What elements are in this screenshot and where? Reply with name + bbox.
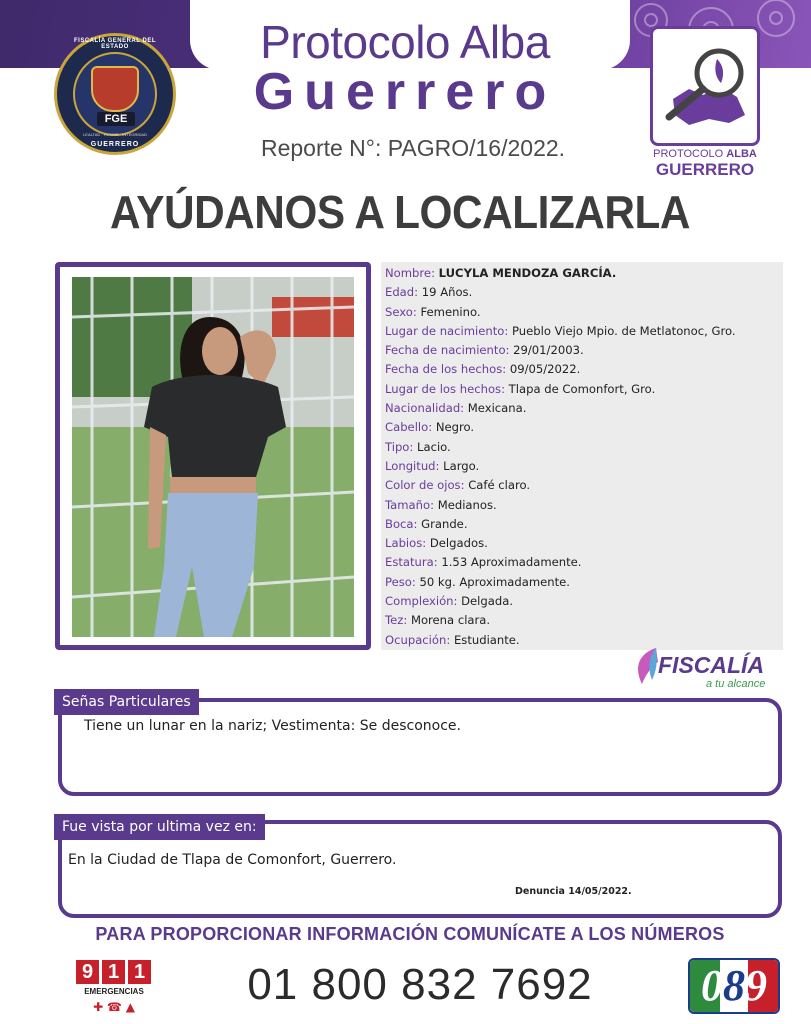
- detail-row: [385, 457, 779, 476]
- alba-logo-state: GUERRERO: [655, 160, 755, 179]
- senas-tag: Señas Particulares: [54, 689, 199, 715]
- detail-label: Tamaño:: [385, 497, 435, 512]
- detail-label: Edad:: [385, 285, 419, 300]
- page-title: Protocolo Alba: [260, 16, 550, 68]
- emergency-digit: 9: [76, 960, 99, 984]
- detail-label: Boca:: [385, 516, 418, 531]
- detail-value: Morena clara.: [410, 613, 491, 628]
- emergency-services-icon: ✚ ☎ ▲: [93, 1000, 135, 1014]
- detail-row: [385, 341, 779, 360]
- detail-label: Longitud:: [385, 458, 440, 473]
- person-details-panel: [381, 262, 783, 650]
- detail-label: Fecha de los hechos:: [385, 362, 507, 377]
- detail-value: 29/01/2003.: [513, 343, 584, 358]
- emergency-digit: 1: [128, 960, 151, 984]
- fiscalia-wordmark: FISCALÍA: [658, 652, 765, 678]
- alba-logo-text: PROTOCOLO ALBA: [653, 148, 757, 160]
- seal-ring-top-text: FISCALÍA GENERAL DEL ESTADO: [73, 38, 156, 50]
- detail-value: LUCYLA MENDOZA GARCÍA.: [438, 266, 617, 280]
- headline: AYÚDANOS A LOCALIZARLA: [109, 186, 691, 238]
- detail-label: Ocupación:: [385, 632, 451, 647]
- detail-row: [385, 592, 779, 611]
- senas-text: Tiene un lunar en la nariz; Vestimenta: Se desconoce.: [84, 718, 461, 734]
- denuncia-date: Denuncia 14/05/2022.: [515, 886, 632, 897]
- emergency-digit: 1: [102, 960, 125, 984]
- last-seen-text: En la Ciudad de Tlapa de Comonfort, Guerrero.: [68, 852, 397, 868]
- detail-row: [385, 399, 779, 418]
- detail-row: [385, 496, 779, 515]
- missing-person-photo-frame: [55, 262, 371, 650]
- detail-value: 09/05/2022.: [509, 362, 581, 377]
- detail-label: Estatura:: [385, 555, 438, 570]
- detail-row: [385, 322, 779, 341]
- seal-fge-text: FGE: [97, 112, 135, 126]
- detail-value: Largo.: [443, 458, 480, 473]
- anonymous-089-logo: [688, 958, 780, 1014]
- detail-row: [385, 264, 779, 283]
- detail-label: Labios:: [385, 536, 427, 551]
- detail-row: [385, 515, 779, 534]
- detail-value: Mexicana.: [467, 401, 527, 416]
- detail-value: Lacio.: [417, 439, 451, 454]
- emergency-label: EMERGENCIAS: [84, 987, 144, 996]
- detail-row: [385, 283, 779, 302]
- detail-value: Negro.: [435, 420, 475, 435]
- detail-label: Cabello:: [385, 420, 433, 435]
- emergency-911-logo: [76, 960, 156, 1020]
- detail-label: Tipo:: [385, 439, 414, 454]
- phone-number[interactable]: 01 800 832 7692: [247, 960, 593, 1009]
- detail-label: Lugar de nacimiento:: [385, 323, 509, 338]
- detail-value: Medianos.: [437, 497, 497, 512]
- detail-value: Delgados.: [429, 536, 488, 551]
- seal-motto: LEALTAD · HONOR · INTEGRIDAD: [83, 132, 147, 137]
- report-number: Reporte N°: PAGRO/16/2022.: [260, 135, 566, 161]
- fge-seal-logo: [54, 33, 176, 155]
- detail-row: [385, 553, 779, 572]
- missing-person-photo: [72, 277, 354, 637]
- butterfly-icon: [628, 644, 662, 690]
- detail-row: [385, 360, 779, 379]
- detail-value: Estudiante.: [453, 632, 520, 647]
- coat-of-arms-icon: [91, 66, 139, 112]
- detail-label: Peso:: [385, 574, 416, 589]
- detail-value: 19 Años.: [421, 285, 473, 300]
- detail-label: Fecha de nacimiento:: [385, 343, 510, 358]
- detail-value: 50 kg. Aproximadamente.: [419, 574, 570, 589]
- detail-label: Nombre:: [385, 266, 435, 280]
- detail-row: [385, 573, 779, 592]
- detail-row: [385, 438, 779, 457]
- fiscalia-slogan: a tu alcance: [706, 678, 766, 690]
- detail-row: [385, 534, 779, 553]
- fiscalia-logo: [628, 644, 788, 694]
- detail-label: Nacionalidad:: [385, 401, 465, 416]
- detail-row: [385, 418, 779, 437]
- detail-label: Color de ojos:: [385, 478, 465, 493]
- detail-row: [385, 303, 779, 322]
- detail-value: Femenino.: [420, 304, 481, 319]
- detail-label: Sexo:: [385, 304, 417, 319]
- detail-value: Café claro.: [468, 478, 531, 493]
- detail-value: Delgada.: [461, 594, 514, 609]
- detail-value: 1.53 Aproximadamente.: [441, 555, 582, 570]
- detail-row: [385, 611, 779, 630]
- detail-value: Grande.: [421, 516, 468, 531]
- last-seen-tag: Fue vista por ultima vez en:: [54, 814, 265, 840]
- protocolo-alba-logo: [650, 26, 760, 146]
- page-subtitle: Guerrero: [253, 63, 557, 121]
- detail-label: Lugar de los hechos:: [385, 381, 505, 396]
- contact-instructions: PARA PROPORCIONAR INFORMACIÓN COMUNÍCATE A LOS NÚMEROS: [95, 924, 725, 944]
- anonymous-089-number: 089: [701, 961, 767, 1010]
- detail-value: Pueblo Viejo Mpio. de Metlatonoc, Gro.: [511, 323, 736, 338]
- detail-label: Complexión:: [385, 594, 458, 609]
- magnifier-map-icon: [659, 39, 755, 139]
- detail-row: [385, 476, 779, 495]
- seal-ring-bottom-text: GUERRERO: [90, 141, 140, 148]
- detail-label: Tez:: [385, 613, 408, 628]
- person-photo-illustration: [72, 277, 354, 637]
- detail-value: Tlapa de Comonfort, Gro.: [508, 381, 656, 396]
- detail-row: [385, 380, 779, 399]
